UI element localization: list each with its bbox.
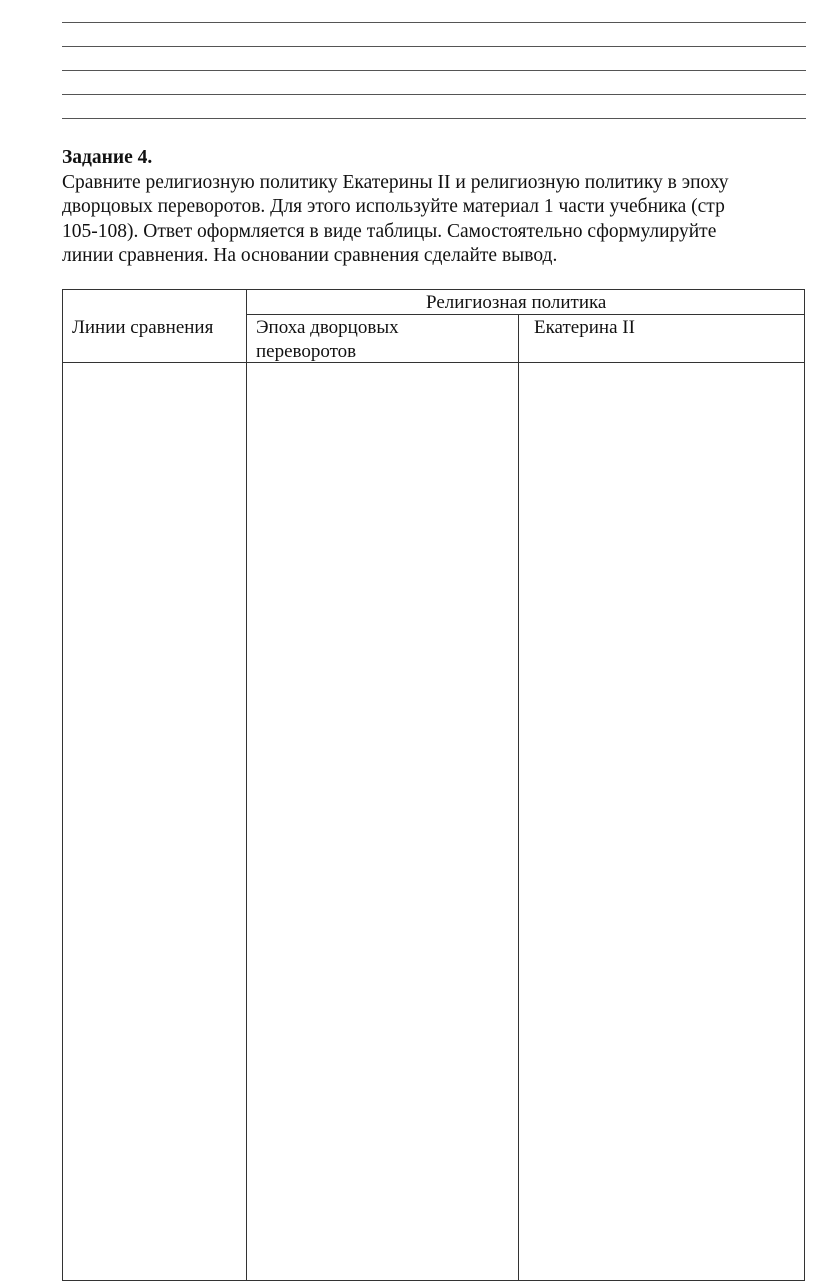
- task-text-line: дворцовых переворотов. Для этого используйте материал 1 части учебника (стр: [62, 196, 725, 218]
- table-column-divider: [246, 289, 247, 1281]
- answer-line[interactable]: [62, 22, 806, 23]
- table-group-header: Религиозная политика: [426, 292, 607, 313]
- answer-line[interactable]: [62, 118, 806, 119]
- table-header-comparison-lines: Линии сравнения: [72, 317, 214, 338]
- task-text-line: 105-108). Ответ оформляется в виде таблицы. Самостоятельно сформулируйте: [62, 220, 717, 242]
- answer-line[interactable]: [62, 46, 806, 47]
- task-text-line: Сравните религиозную политику Екатерины II и религиозную политику в эпоху: [62, 172, 729, 193]
- table-cell-catherine[interactable]: [520, 364, 803, 1279]
- task-block: [62, 145, 802, 269]
- table-header-palace-coups-epoch: [256, 316, 399, 364]
- table-header-bottom: [62, 362, 805, 363]
- table-header-catherine: Екатерина II: [534, 317, 635, 338]
- table-column-divider: [518, 314, 519, 1281]
- answer-line[interactable]: [62, 94, 806, 95]
- table-cell-epoch[interactable]: [248, 364, 517, 1279]
- answer-line[interactable]: [62, 70, 806, 71]
- table-cell-comparison[interactable]: [64, 364, 245, 1279]
- table-header-epoch-line: Эпоха дворцовых: [256, 317, 399, 338]
- task-text-line: линии сравнения. На основании сравнения сделайте вывод.: [62, 245, 558, 267]
- task-title: Задание 4.: [62, 147, 153, 168]
- table-header-epoch-line: переворотов: [256, 341, 357, 362]
